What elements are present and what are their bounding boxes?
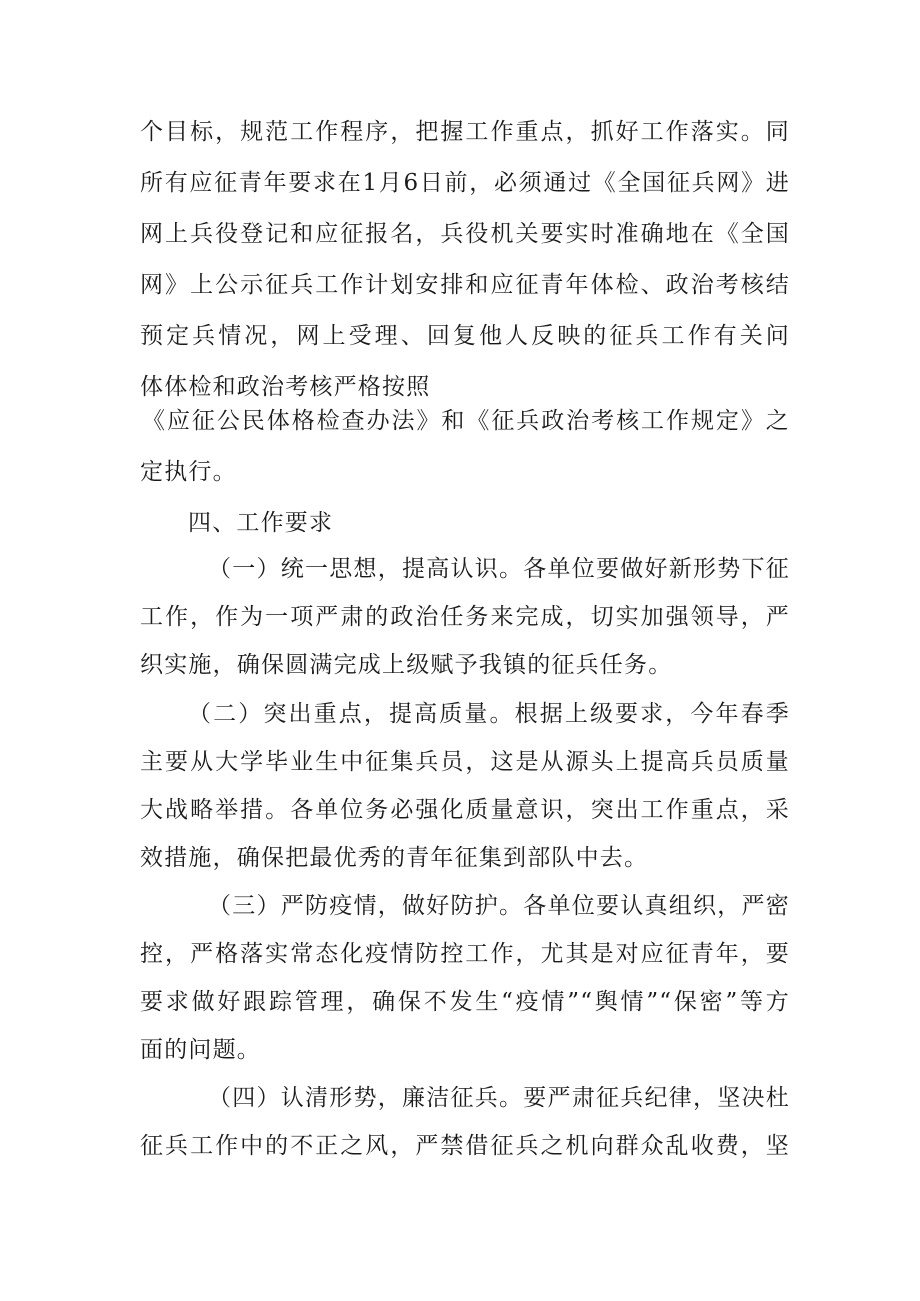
text-line: 要求做好跟踪管理，确保不发生“疫情”“舆情”“保密”等方 xyxy=(140,989,790,1015)
text-line: 预定兵情况，网上受理、回复他人反映的征兵工作有关问 xyxy=(140,323,790,349)
text-line: 效措施，确保把最优秀的青年征集到部队中去。 xyxy=(140,845,649,871)
text-line: 个目标，规范工作程序，把握工作重点，抓好工作落实。同 xyxy=(140,119,790,145)
section-heading: 四、工作要求 xyxy=(188,510,334,536)
text-line: 控，严格落实常态化疫情防控工作，尤其是对应征青年，要 xyxy=(140,941,790,967)
text-line: 网上兵役登记和应征报名，兵役机关要实时准确地在《全国 xyxy=(140,221,790,247)
text-line: 大战略举措。各单位务必强化质量意识，突出工作重点，采 xyxy=(140,797,790,823)
text-line: 体体检和政治考核严格按照 xyxy=(140,374,431,400)
text-line: 定执行。 xyxy=(140,459,237,485)
text-line: 主要从大学毕业生中征集兵员，这是从源头上提高兵员质量 xyxy=(140,749,790,775)
text-line: （四）认清形势，廉洁征兵。要严肃征兵纪律，坚决杜 xyxy=(208,1085,790,1111)
text-line: 《应征公民体格检查办法》和《征兵政治考核工作规定》之 xyxy=(142,408,790,434)
text-line: （二）突出重点，提高质量。根据上级要求，今年春季 xyxy=(188,701,790,727)
text-line: （三）严防疫情，做好防护。各单位要认真组织，严密 xyxy=(208,893,790,919)
text-line: 工作，作为一项严肃的政治任务来完成，切实加强领导，严 xyxy=(140,604,790,630)
text-line: （一）统一思想，提高认识。各单位要做好新形势下征 xyxy=(208,556,790,582)
text-line: 织实施，确保圆满完成上级赋予我镇的征兵任务。 xyxy=(140,652,673,678)
text-line: 面的问题。 xyxy=(140,1037,261,1063)
text-line: 征兵工作中的不正之风，严禁借征兵之机向群众乱收费，坚 xyxy=(140,1133,790,1159)
text-line: 所有应征青年要求在1月6日前，必须通过《全国征兵网》进 xyxy=(140,170,790,196)
text-line: 网》上公示征兵工作计划安排和应征青年体检、政治考核结 xyxy=(140,272,790,298)
